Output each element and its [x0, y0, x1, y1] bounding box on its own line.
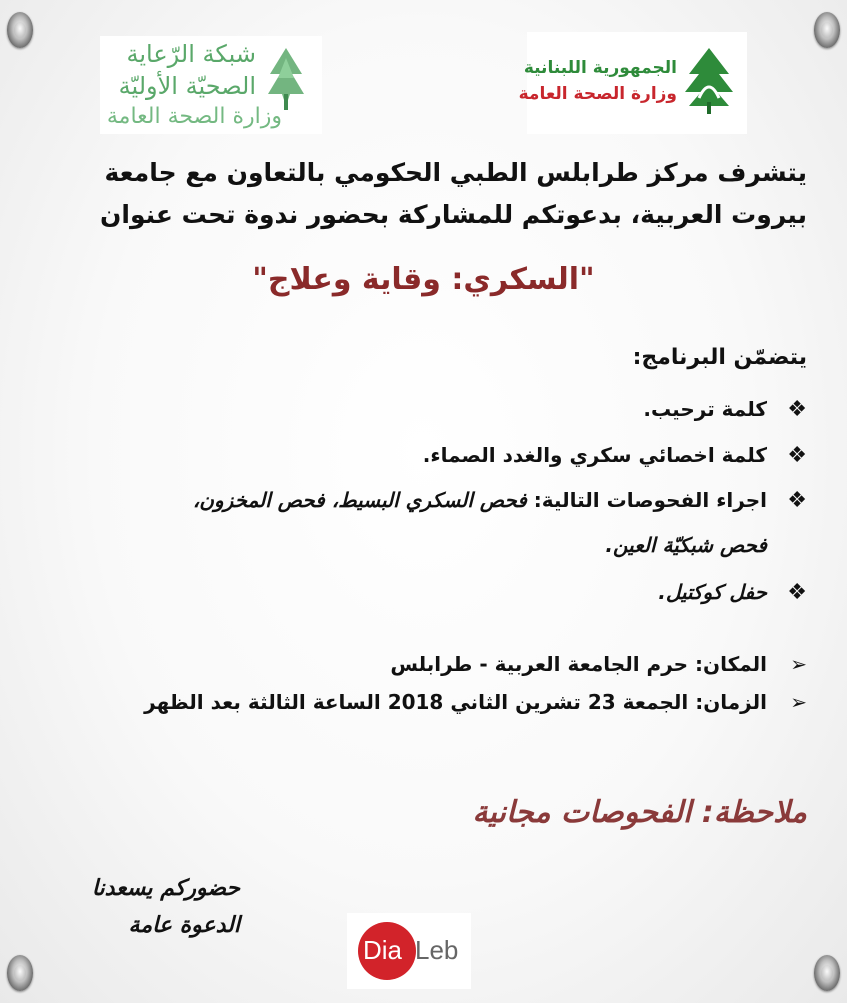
ministry-logo-line2: وزارة الصحة العامة: [518, 84, 677, 104]
dialeb-dia-text: Dia: [363, 935, 403, 965]
program-item-text: اجراء الفحوصات التالية:: [533, 488, 767, 512]
program-item-italic: فحص السكري البسيط، فحص المخزون،: [192, 488, 534, 512]
event-place-text: المكان: حرم الجامعة العربية - طرابلس: [390, 652, 767, 676]
event-time: [37, 690, 807, 714]
header-line-1: يتشرف مركز طرابلس الطبي الحكومي بالتعاون مع جامعة: [104, 158, 807, 187]
program-heading: يتضمّن البرنامج:: [632, 345, 807, 370]
phc-logo-line1: شبكة الرّعاية: [126, 40, 256, 68]
header-line-2: بيروت العربية، بدعوتكم للمشاركة بحضور ندوة تحت عنوان: [100, 200, 807, 229]
program-item: [37, 580, 807, 605]
diamond-star-bullet-icon: ❖: [787, 443, 807, 468]
phc-logo-line3: وزارة الصحة العامة: [106, 104, 282, 129]
program-item-text: كلمة اخصائي سكري والغدد الصماء.: [422, 443, 767, 467]
ministry-logo-line1: الجمهورية اللبنانية: [523, 58, 677, 78]
screw-icon: [814, 12, 840, 48]
program-item: [37, 488, 807, 513]
program-item: [37, 443, 807, 468]
ministry-logo: [518, 32, 747, 134]
screw-icon: [7, 12, 33, 48]
diamond-star-bullet-icon: ❖: [787, 488, 807, 513]
program-item-text: حفل كوكتيل.: [658, 580, 767, 604]
phc-network-logo: [100, 36, 322, 134]
event-place: [37, 652, 807, 676]
arrow-bullet-icon: ➢: [790, 690, 807, 714]
closing-line-1: حضوركم يسعدنا: [91, 876, 240, 901]
phc-logo-line2: الصحيّة الأوليّة: [118, 72, 256, 100]
event-time-text: الزمان: الجمعة 23 تشرين الثاني 2018 الساعة الثالثة بعد الظهر: [144, 690, 767, 714]
program-item-continuation: [37, 533, 767, 557]
arrow-bullet-icon: ➢: [790, 652, 807, 676]
free-tests-note: ملاحظة: الفحوصات مجانية: [472, 795, 807, 830]
event-title: "السكري: وقاية وعلاج": [252, 262, 595, 297]
screw-icon: [814, 955, 840, 991]
dialeb-logo: [347, 913, 471, 989]
cedar-icon: [681, 46, 737, 116]
diamond-star-bullet-icon: ❖: [787, 397, 807, 422]
program-item-italic: فحص شبكيّة العين.: [605, 533, 767, 557]
program-item-text: كلمة ترحيب.: [643, 397, 767, 421]
diamond-star-bullet-icon: ❖: [787, 580, 807, 605]
dialeb-leb-text: Leb: [415, 935, 459, 965]
program-item: [37, 397, 807, 422]
screw-icon: [7, 955, 33, 991]
closing-line-2: الدعوة عامة: [128, 913, 240, 938]
